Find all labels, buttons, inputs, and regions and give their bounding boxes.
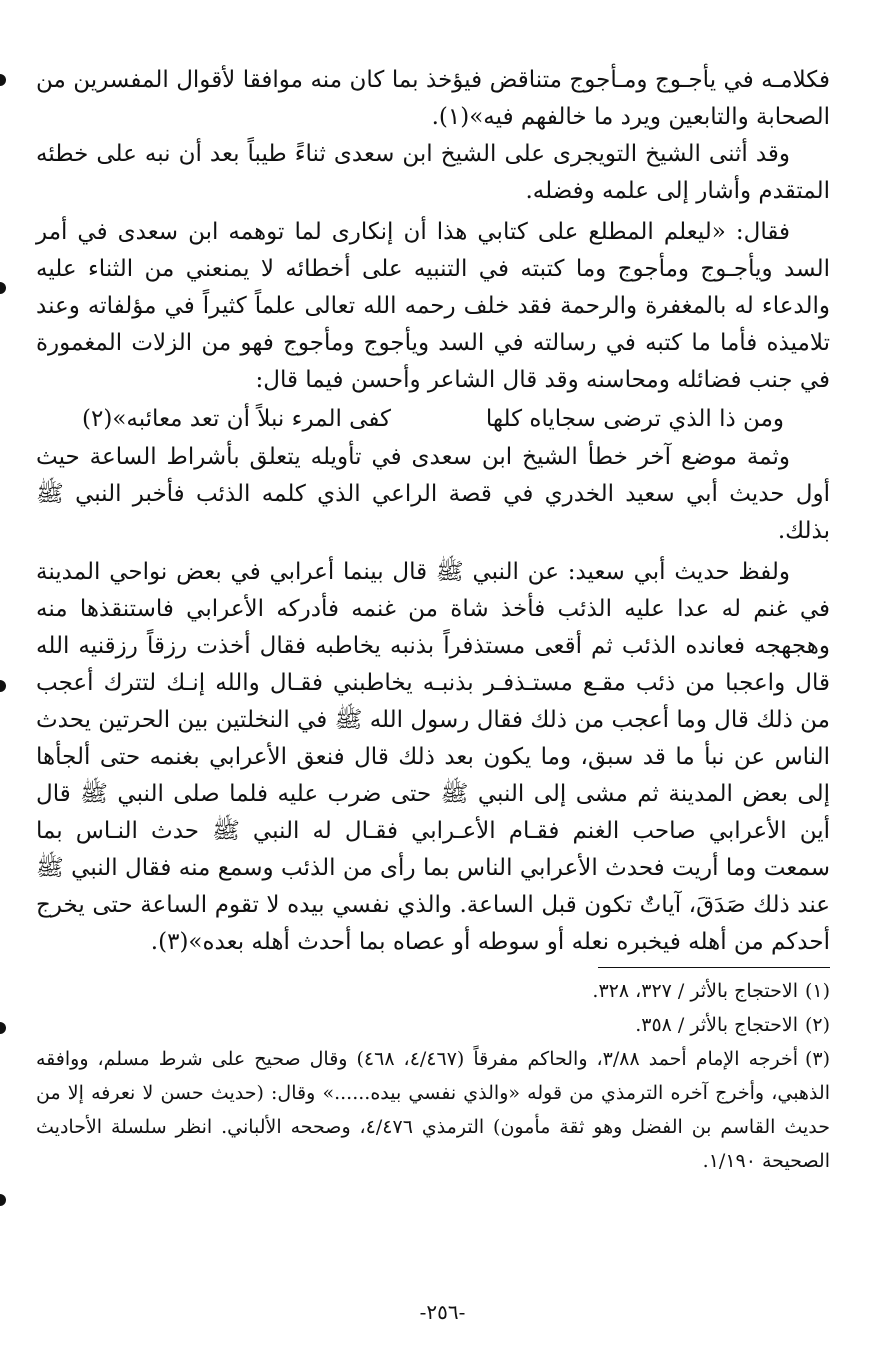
page-number: -٢٥٦- (419, 1300, 466, 1324)
footnote-text: الاحتجاج بالأثر / ٣٥٨. (635, 1014, 798, 1036)
scan-edge-mark (0, 1194, 6, 1206)
footnote-separator (598, 967, 830, 968)
paragraph: ولفظ حديث أبي سعيد: عن النبي ﷺ قال بينما أعرابي في بعض نواحي المدينة في غنم له عدا عليه الذئب فأخذ شاة من غنمه فأدركه الأعرابي فاستنقذها منه وهجهجه فعانده الذئب ثم أقعى مستذفراً بذنبه يخاطبه فقال أخذت رزقاً رزقنيه الله قال واعجبا من ذئب مقـع مستـذفـر بذنبـه يخاطبني فقـال والله إنـك لتترك أعجب من ذلك قال وما أعجب من ذلك فقال رسول الله ﷺ في النخلتين بين الحرتين يحدث الناس عن نبأ ما قد سبق، وما يكون بعد ذلك قال فنعق الأعرابي بغنمه حتى ألجأها إلى بعض المدينة ثم مشى إلى النبي ﷺ حتى ضرب عليه فلما صلى النبي ﷺ قال أين الأعرابي صاحب الغنم فقـام الأعـرابي فقـال له النبي ﷺ حدث النـاس بما سمعت وما أريت فحدث الأعرابي الناس بما رأى من الذئب وسمع منه فقال النبي ﷺ عند ذلك صَدَقَ، آياتٌ تكون قبل الساعة. والذي نفسي بيده لا تقوم الساعة حتى يخرج أحدكم من أهله فيخبره نعله أو سوطه أو عصاه بما أحدث أهله بعده»(٣). (36, 559, 830, 955)
footnote (36, 1008, 830, 1042)
scan-edge-mark (0, 74, 6, 86)
scan-edge-mark (0, 680, 6, 692)
footnote-separator-wrap (36, 961, 830, 974)
scan-edge-mark (0, 282, 6, 294)
paragraph: وقد أثنى الشيخ التويجرى على الشيخ ابن سعدى ثناءً طيباً بعد أن نبه على خطئه المتقدم وأشار إلى علمه وفضله. (36, 141, 830, 204)
verse-second-hemistich: كفى المرء نبلاً أن تعد معائبه»(٢) (82, 406, 391, 432)
paragraph: وثمة موضع آخر خطأ الشيخ ابن سعدى في تأويله يتعلق بأشراط الساعة حيث أول حديث أبي سعيد الخدري في قصة الراعي الذي كلمه الذئب فأخبر النبي ﷺ بذلك. (36, 444, 830, 544)
verse-first-hemistich: ومن ذا الذي ترضى سجاياه كلها (485, 406, 784, 432)
footnote (36, 1042, 830, 1178)
paragraph: فكلامـه في يأجـوج ومـأجوج متناقض فيؤخذ بما كان منه موافقا لأقوال المفسرين من الصحابة والتابعين ويرد ما خالفهم فيه»(١). (36, 67, 830, 130)
poetry-verse (36, 399, 830, 439)
footnote-number: (٣) (804, 1048, 831, 1070)
footnote-text: الاحتجاج بالأثر / ٣٢٧، ٣٢٨. (592, 980, 798, 1002)
page-body (36, 62, 830, 1178)
paragraph: فقال: «ليعلم المطلع على كتابي هذا أن إنكارى لما توهمه ابن سعدى في أمر السد ويأجـوج ومأجوج وما كتبته في التنبيه على أخطائه لا يمنعني من الثناء عليه والدعاء له بالمغفرة والرحمة فقد خلف رحمه الله تعالى علماً كثيراً في مؤلفاته وعند تلاميذه فأما ما كتبه في رسالته في السد ويأجوج ومأجوج فهو من الزلات المغمورة في جنب فضائله ومحاسنه وقد قال الشاعر وأحسن فيما قال: (36, 219, 831, 393)
scan-edge-mark (0, 1022, 6, 1034)
footnote-number: (١) (804, 980, 830, 1002)
main-text (36, 62, 830, 961)
footnotes (36, 974, 830, 1178)
footnote-number: (٢) (804, 1014, 830, 1036)
footnote (36, 974, 830, 1008)
footnote-text: أخرجه الإمام أحمد ٣/٨٨، والحاكم مفرقاً (٤/٤٦٧، ٤٦٨) وقال صحيح على شرط مسلم، ووافقه الذهبي، وأخرج آخره الترمذي من قوله «والذي نفسي بيده......» وقال: (حديث حسن لا نعرفه إلا من حديث القاسم بن الفضل وهو ثقة مأمون) الترمذي ٤/٤٧٦، وصححه الألباني. انظر سلسلة الأحاديث الصحيحة ١/١٩٠. (36, 1048, 830, 1172)
